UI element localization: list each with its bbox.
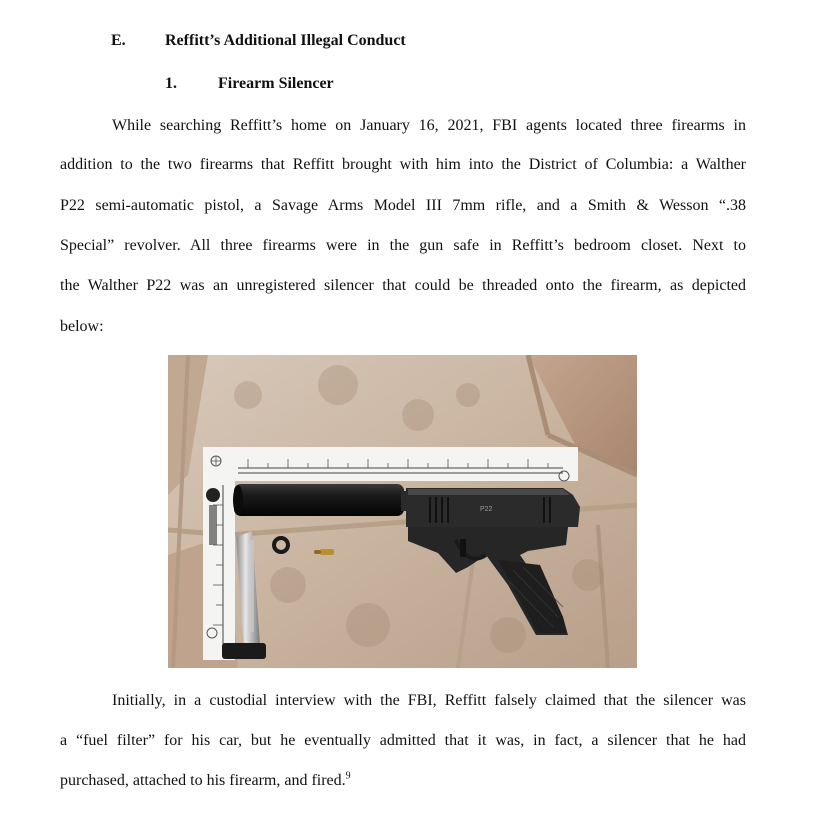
silencer-pistol-photo xyxy=(168,355,637,668)
subsection-number: 1. xyxy=(165,75,177,92)
paragraph1-line: P22 semi-automatic pistol, a Savage Arms Model III 7mm rifle, and a Smith & Wesson “.38 xyxy=(60,197,746,214)
pistol-marking: P22 xyxy=(480,506,493,513)
paragraph1-line: the Walther P22 was an unregistered silencer that could be threaded onto the firearm, as depicted xyxy=(60,277,746,294)
paragraph1-line: Special” revolver. All three firearms were in the gun safe in Reffitt’s bedroom closet. Next to xyxy=(60,237,746,254)
paragraph2-last-line xyxy=(60,771,746,791)
section-letter: E. xyxy=(111,32,126,49)
paragraph1-line: While searching Reffitt’s home on January 16, 2021, FBI agents located three firearms in xyxy=(112,117,746,134)
paragraph1-line: addition to the two firearms that Reffitt brought with him into the District of Columbia: a Walther xyxy=(60,156,746,173)
paragraph2-line: a “fuel filter” for his car, but he eventually admitted that it was, in fact, a silencer that he had xyxy=(60,732,746,749)
paragraph2-line: Initially, in a custodial interview with the FBI, Reffitt falsely claimed that the silencer was xyxy=(112,692,746,709)
evidence-photo xyxy=(168,355,637,668)
section-title: Reffitt’s Additional Illegal Conduct xyxy=(165,32,406,49)
paragraph1-line: below: xyxy=(60,318,104,335)
subsection-title: Firearm Silencer xyxy=(218,75,334,92)
paragraph2-line: purchased, attached to his firearm, and fired. xyxy=(60,772,346,789)
footnote-ref[interactable]: 9 xyxy=(345,770,351,782)
